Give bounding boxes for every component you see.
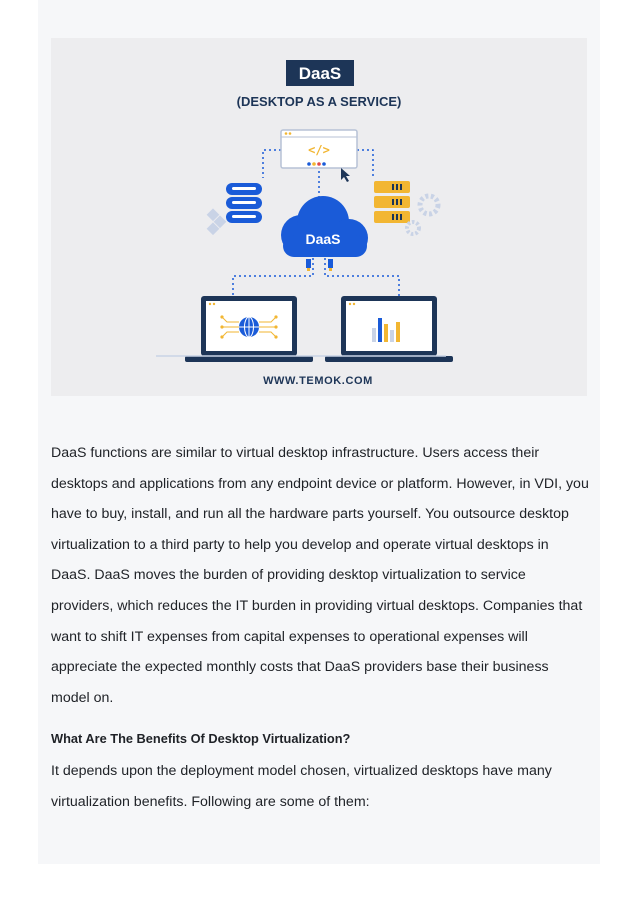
cloud-icon <box>281 196 368 257</box>
database-icon <box>226 183 262 223</box>
figure-subtitle: (DESKTOP AS A SERVICE) <box>236 94 402 109</box>
diamond-decor-icon <box>207 208 227 235</box>
paragraph-2: It depends upon the deployment model chosen, virtualized desktops have many virtualization benefits. Following are some of them: <box>51 763 552 810</box>
document-page <box>38 0 600 864</box>
badge-text: DaaS <box>298 64 342 83</box>
section-heading: What Are The Benefits Of Desktop Virtualization? <box>51 731 351 746</box>
daas-illustration <box>51 38 587 396</box>
server-rack-icon <box>374 181 410 223</box>
browser-window-icon <box>281 130 357 182</box>
laptop-chart-icon <box>325 296 453 362</box>
code-glyph: </> <box>308 143 330 157</box>
gear-icon <box>407 196 438 234</box>
daas-infographic <box>51 38 587 396</box>
footer-url: WWW.TEMOK.COM <box>263 375 373 387</box>
paragraph-1: DaaS functions are similar to virtual desktop infrastructure. Users access their desktops and applications from any endpoint device or platform. However, in VDI, you have to buy, install, and run all the hardware parts yourself. You outsource desktop virtualization to a third party to help you develop and operate virtual desktops in DaaS. DaaS moves the burden of providing desktop virtualization to service providers, which reduces the IT burden in providing virtual desktops. Companies that want to shift IT expenses from capital expenses to operational expenses will appreciate the expected monthly costs that DaaS providers base their business model on. <box>51 445 589 706</box>
cloud-label: DaaS <box>305 231 341 247</box>
laptop-network-icon <box>185 296 313 362</box>
cable-connector-icon <box>306 259 333 271</box>
